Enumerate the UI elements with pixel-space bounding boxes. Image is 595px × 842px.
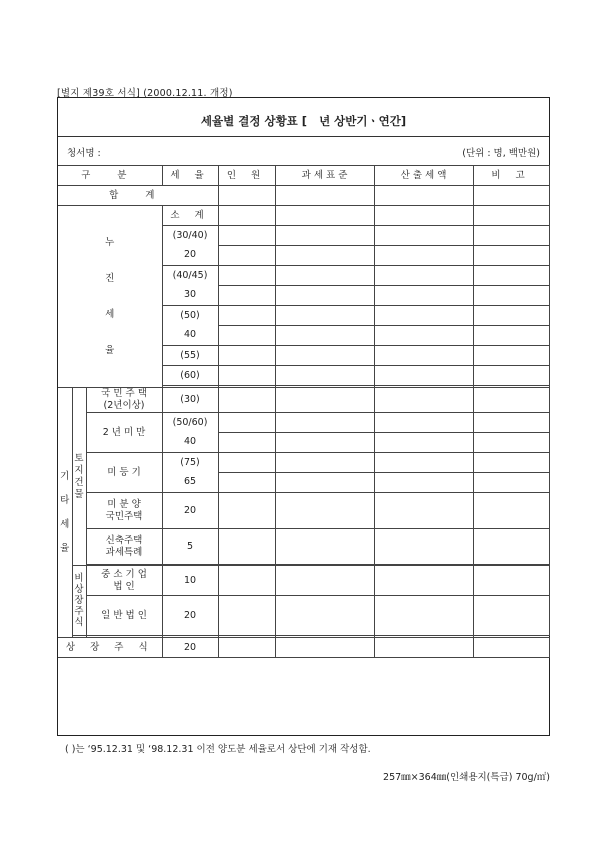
cell[interactable] — [374, 326, 473, 346]
general-corp-row — [58, 596, 549, 636]
cell[interactable] — [473, 286, 549, 306]
cell[interactable] — [218, 226, 275, 246]
header-persons: 인 원 — [218, 166, 275, 186]
new-housing-label: 신축주택 과세특례 — [86, 529, 162, 565]
rate-cell: 65 — [162, 473, 218, 493]
cell[interactable] — [275, 638, 374, 658]
cell[interactable] — [473, 388, 549, 413]
rate-cell: 20 — [162, 596, 218, 636]
cell[interactable] — [218, 266, 275, 286]
rate-cell: (60) — [162, 366, 218, 386]
rate-cell: 20 — [162, 246, 218, 266]
cell[interactable] — [275, 566, 374, 596]
national-housing-row — [58, 388, 549, 413]
cell[interactable] — [473, 566, 549, 596]
cell[interactable] — [218, 306, 275, 326]
cell[interactable] — [473, 413, 549, 433]
cell[interactable] — [218, 433, 275, 453]
cell[interactable] — [275, 206, 374, 226]
cell[interactable] — [275, 433, 374, 453]
rate-cell: 40 — [162, 326, 218, 346]
rate-cell: (50/60) — [162, 413, 218, 433]
cell[interactable] — [473, 226, 549, 246]
title-period: 년 상반기ㆍ연간] — [319, 114, 407, 128]
cell[interactable] — [218, 206, 275, 226]
cell[interactable] — [275, 493, 374, 529]
cell[interactable] — [218, 246, 275, 266]
header-calculated-tax: 산 출 세 액 — [374, 166, 473, 186]
cell[interactable] — [374, 206, 473, 226]
land-building-label: 토 지 건 물 — [72, 388, 86, 566]
cell[interactable] — [218, 326, 275, 346]
unregistered-row — [58, 453, 549, 473]
cell[interactable] — [218, 529, 275, 565]
cell[interactable] — [374, 638, 473, 658]
progressive-rate-label: 누 진 세 율 — [58, 206, 162, 388]
header-row — [58, 166, 549, 186]
rate-cell: 10 — [162, 566, 218, 596]
total-calc-tax-cell[interactable] — [374, 186, 473, 206]
progressive-subtotal-row — [58, 206, 549, 226]
cell[interactable] — [374, 388, 473, 413]
cell[interactable] — [218, 638, 275, 658]
cell[interactable] — [473, 638, 549, 658]
cell[interactable] — [374, 266, 473, 286]
sme-label: 중 소 기 업 법 인 — [86, 566, 162, 596]
cell[interactable] — [374, 596, 473, 636]
cell[interactable] — [473, 326, 549, 346]
cell[interactable] — [473, 266, 549, 286]
print-spec: 257㎜×364㎜(인쇄용지(특급) 70g/㎡) — [383, 772, 550, 783]
title-divider — [58, 136, 549, 137]
cell[interactable] — [473, 493, 549, 529]
cell[interactable] — [374, 366, 473, 386]
cell[interactable] — [275, 266, 374, 286]
cell[interactable] — [473, 453, 549, 473]
unsold-label: 미 분 양 국민주택 — [86, 493, 162, 529]
footnote: ( )는 ‘95.12.31 및 ‘98.12.31 이전 양도분 세율로서 상단에 기재 작성함. — [65, 744, 371, 755]
listed-stock-label: 상 장 주 식 — [58, 638, 162, 658]
cell[interactable] — [275, 346, 374, 366]
cell[interactable] — [473, 246, 549, 266]
rate-cell: (75) — [162, 453, 218, 473]
cell[interactable] — [218, 453, 275, 473]
cell[interactable] — [473, 366, 549, 386]
decision-table — [58, 165, 550, 658]
cell[interactable] — [275, 306, 374, 326]
office-label: 청서명 : — [67, 148, 101, 159]
header-tax-base: 과 세 표 준 — [275, 166, 374, 186]
unit-label: (단위 : 명, 백만원) — [462, 148, 540, 159]
cell[interactable] — [275, 286, 374, 306]
cell[interactable] — [374, 529, 473, 565]
cell[interactable] — [473, 346, 549, 366]
under-two-years-row — [58, 413, 549, 433]
total-row — [58, 186, 549, 206]
rate-cell: (50) — [162, 306, 218, 326]
rate-cell: (30/40) — [162, 226, 218, 246]
new-housing-row — [58, 529, 549, 565]
cell[interactable] — [275, 596, 374, 636]
cell[interactable] — [275, 366, 374, 386]
header-remarks: 비 고 — [473, 166, 549, 186]
national-housing-label: 국 민 주 택 (2년이상) — [86, 388, 162, 413]
cell[interactable] — [275, 413, 374, 433]
cell[interactable] — [473, 306, 549, 326]
cell[interactable] — [275, 326, 374, 346]
rate-cell: 20 — [162, 493, 218, 529]
cell[interactable] — [374, 286, 473, 306]
cell[interactable] — [374, 246, 473, 266]
cell[interactable] — [218, 596, 275, 636]
rate-cell: 30 — [162, 286, 218, 306]
cell[interactable] — [275, 246, 374, 266]
cell[interactable] — [218, 366, 275, 386]
cell[interactable] — [374, 226, 473, 246]
rate-cell: 20 — [162, 638, 218, 658]
cell[interactable] — [473, 529, 549, 565]
form-number-label: [별지 제39호 서식] (2000.12.11. 개정) — [57, 88, 233, 99]
unlisted-stock-label: 비 상 장 주 식 — [72, 566, 86, 636]
rate-cell: 5 — [162, 529, 218, 565]
header-rate: 세 율 — [162, 166, 218, 186]
cell[interactable] — [275, 226, 374, 246]
cell[interactable] — [218, 566, 275, 596]
cell[interactable] — [218, 493, 275, 529]
cell[interactable] — [218, 346, 275, 366]
unsold-row — [58, 493, 549, 529]
cell[interactable] — [275, 529, 374, 565]
under-two-years-label: 2 년 미 만 — [86, 413, 162, 453]
rate-cell: (55) — [162, 346, 218, 366]
cell[interactable] — [218, 388, 275, 413]
form-title — [58, 113, 549, 129]
cell[interactable] — [374, 566, 473, 596]
cell[interactable] — [473, 473, 549, 493]
sme-row — [58, 566, 549, 596]
listed-stock-row — [58, 638, 549, 658]
rate-cell: 40 — [162, 433, 218, 453]
cell[interactable] — [374, 473, 473, 493]
general-corp-label: 일 반 법 인 — [86, 596, 162, 636]
total-remarks-cell[interactable] — [473, 186, 549, 206]
unregistered-label: 미 등 기 — [86, 453, 162, 493]
cell[interactable] — [275, 388, 374, 413]
cell[interactable] — [275, 453, 374, 473]
other-rate-label: 기 타 세 율 — [58, 388, 72, 638]
cell[interactable] — [374, 346, 473, 366]
rate-cell: (30) — [162, 388, 218, 413]
header-category: 구 분 — [58, 166, 162, 186]
cell[interactable] — [374, 433, 473, 453]
cell[interactable] — [374, 306, 473, 326]
cell[interactable] — [218, 286, 275, 306]
cell[interactable] — [218, 413, 275, 433]
cell[interactable] — [374, 453, 473, 473]
cell[interactable] — [473, 596, 549, 636]
cell[interactable] — [473, 206, 549, 226]
cell[interactable] — [275, 473, 374, 493]
total-persons-cell[interactable] — [218, 186, 275, 206]
title-main: 세율별 결정 상황표 [ — [200, 114, 308, 128]
form-frame — [57, 97, 550, 736]
cell[interactable] — [374, 493, 473, 529]
total-label: 합 계 — [58, 186, 218, 206]
cell[interactable] — [473, 433, 549, 453]
progressive-subtotal-label: 소 계 — [162, 206, 218, 226]
cell[interactable] — [218, 473, 275, 493]
total-tax-base-cell[interactable] — [275, 186, 374, 206]
cell[interactable] — [374, 413, 473, 433]
rate-cell: (40/45) — [162, 266, 218, 286]
